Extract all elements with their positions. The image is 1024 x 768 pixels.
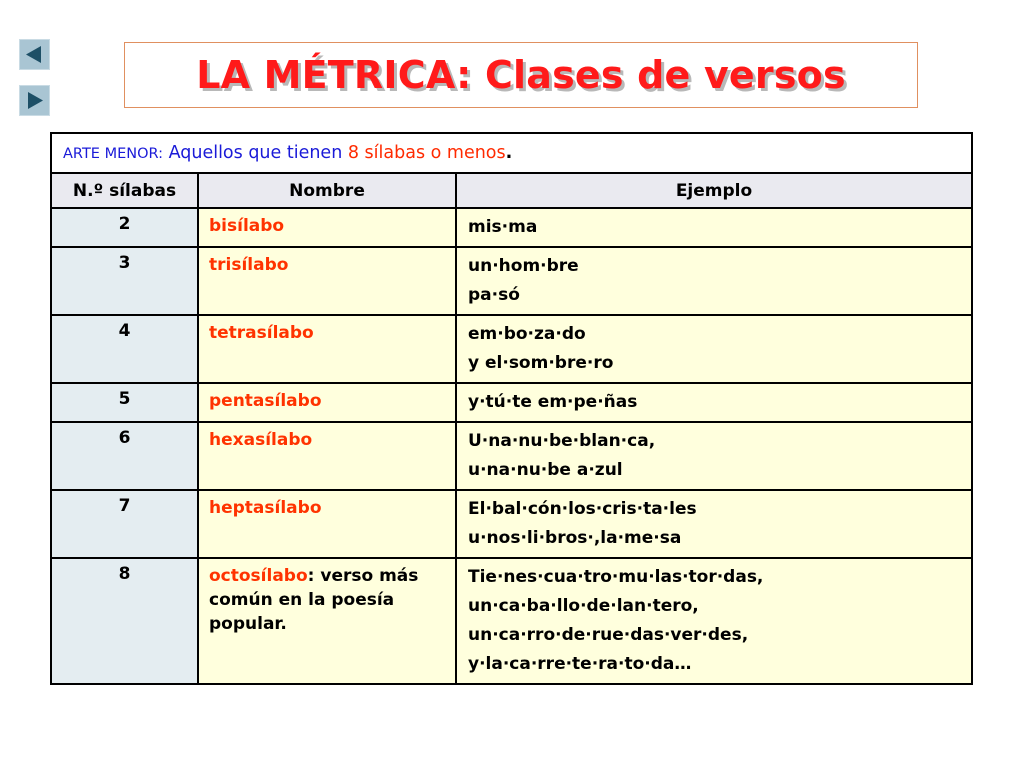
verse-name-cell [198, 490, 456, 558]
example-line: pa·só [468, 285, 520, 305]
syllable-count-cell: 5 [51, 383, 198, 422]
example-line: U·na·nu·be·blan·ca, [468, 431, 656, 451]
verse-name-cell [198, 208, 456, 247]
intro-text: Aquellos que tienen [163, 143, 348, 163]
table-row [51, 383, 972, 422]
intro-row [51, 133, 972, 173]
syllable-count-cell: 7 [51, 490, 198, 558]
syllable-count-cell: 6 [51, 422, 198, 490]
intro-highlight: 8 sílabas o menos [347, 143, 506, 163]
example-line: un·ca·ba·llo·de·lan·tero, [468, 596, 699, 616]
example-line: y el·som·bre·ro [468, 353, 614, 373]
table-row [51, 315, 972, 383]
example-cell [456, 490, 972, 558]
triangle-right-icon [20, 86, 49, 115]
syllable-count-cell: 2 [51, 208, 198, 247]
table-row [51, 558, 972, 684]
verse-classes-table [50, 132, 973, 685]
title-box [124, 42, 918, 108]
verse-name: pentasílabo [209, 391, 322, 411]
example-line: em·bo·za·do [468, 324, 586, 344]
example-line: El·bal·cón·los·cris·ta·les [468, 499, 697, 519]
example-cell [456, 422, 972, 490]
example-line: Tie·nes·cua·tro·mu·las·tor·das, [468, 567, 764, 587]
example-line: y·la·ca·rre·te·ra·to·da… [468, 654, 692, 674]
header-num: N.º sílabas [51, 173, 198, 208]
example-line: y·tú·te em·pe·ñas [468, 392, 638, 412]
example-line: mis·ma [468, 217, 538, 237]
header-row [51, 173, 972, 208]
example-cell [456, 383, 972, 422]
verse-name-cell [198, 422, 456, 490]
triangle-left-icon [20, 40, 49, 69]
table-row [51, 490, 972, 558]
previous-slide-button[interactable] [19, 39, 50, 70]
table-row [51, 208, 972, 247]
verse-name-cell [198, 315, 456, 383]
syllable-count-cell: 4 [51, 315, 198, 383]
header-name: Nombre [198, 173, 456, 208]
syllable-count-cell: 8 [51, 558, 198, 684]
verse-name-cell [198, 383, 456, 422]
syllable-count-cell: 3 [51, 247, 198, 315]
page-title: LA MÉTRICA: Clases de versos [196, 53, 846, 97]
verse-name-cell [198, 247, 456, 315]
intro-cell [51, 133, 972, 173]
verse-name-cell [198, 558, 456, 684]
example-cell [456, 208, 972, 247]
example-cell [456, 315, 972, 383]
verse-name: tetrasílabo [209, 323, 314, 343]
next-slide-button[interactable] [19, 85, 50, 116]
example-cell [456, 558, 972, 684]
verse-name: hexasílabo [209, 430, 313, 450]
header-example: Ejemplo [456, 173, 972, 208]
intro-end: . [505, 143, 513, 163]
verse-name: bisílabo [209, 216, 285, 236]
example-cell [456, 247, 972, 315]
example-line: u·nos·li·bros·,la·me·sa [468, 528, 682, 548]
example-line: u·na·nu·be a·zul [468, 460, 623, 480]
table-row [51, 422, 972, 490]
verse-name: heptasílabo [209, 498, 322, 518]
verse-name: trisílabo [209, 255, 289, 275]
intro-label: ARTE MENOR: [63, 146, 164, 162]
verse-name: octosílabo [209, 566, 308, 586]
table-row [51, 247, 972, 315]
example-line: un·hom·bre [468, 256, 579, 276]
example-line: un·ca·rro·de·rue·das·ver·des, [468, 625, 749, 645]
verse-description: : verso más común en la poesía popular. [209, 566, 419, 634]
